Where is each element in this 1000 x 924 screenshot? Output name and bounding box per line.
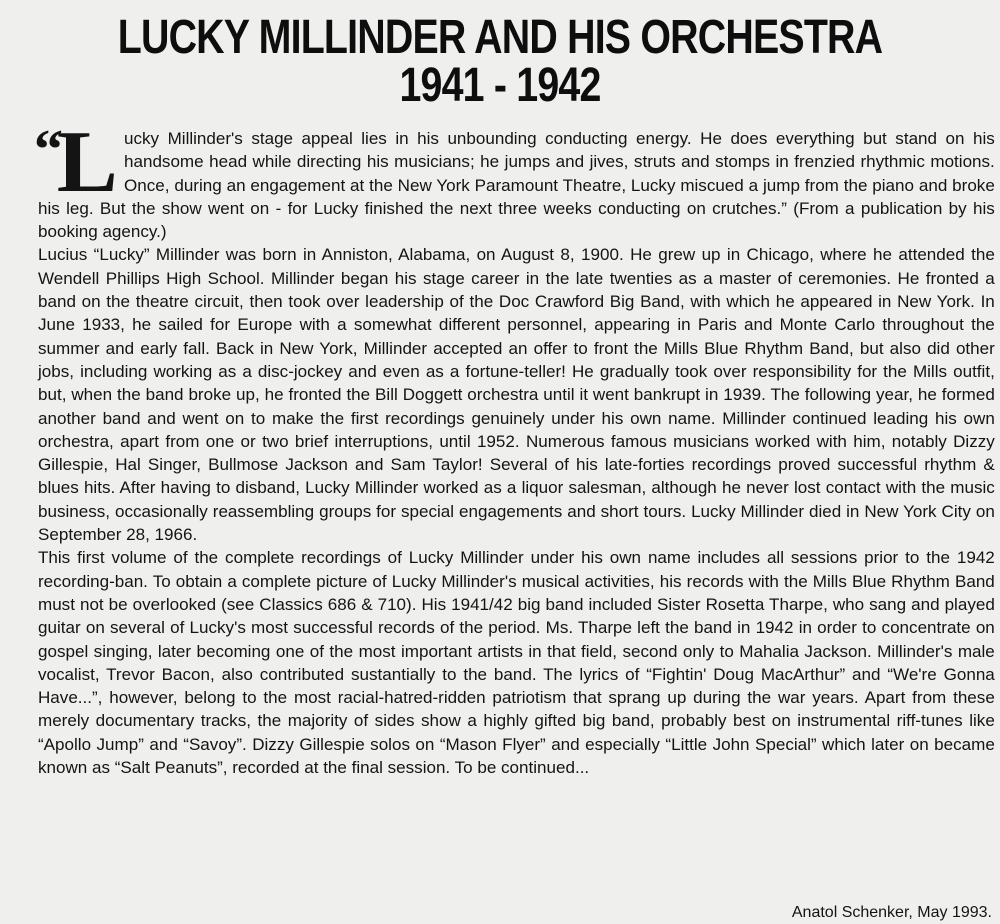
page-subtitle-years: 1941 - 1942 <box>399 59 601 112</box>
author-signature: Anatol Schenker, May 1993. <box>791 904 992 921</box>
intro-quote-text: ucky Millinder's stage appeal lies in his unbounding conducting energy. He does everything but stand on his handsome head while directing his musicians; he jumps and jives, struts and stomps in frenzied rhythmic motions. Once, during an engagement at the New York Paramount Theatre, Lucky miscued a jump from the piano and broke his leg. But the show went on - for Lucky finished the next three weeks conducting on crutches.” (From a publication by his booking agency.) <box>38 130 995 242</box>
drop-cap-letter: L <box>56 114 118 211</box>
page-title: LUCKY MILLINDER AND HIS ORCHESTRA <box>117 11 883 64</box>
recordings-paragraph: This first volume of the complete recordings of Lucky Millinder under his own name includes all sessions prior to the 1942 recording-ban. To obtain a complete picture of Lucky Millinder's musical activities, his records with the Mills Blue Rhythm Band must not be overlooked (see Classics 686 & 710). His 1941/42 big band included Sister Rosetta Tharpe, who sang and played guitar on several of Lucky's most successful records of the period. Ms. Tharpe left the band in 1942 in order to concentrate on gospel singing, later becoming one of the most important artists in that field, second only to Mahalia Jackson. Millinder's male vocalist, Trevor Bacon, also contributed sustantially to the band. The lyrics of “Fightin' Doug MacArthur” and “We're Gonna Have...”, however, belong to the most racial-hatred-ridden patriotism that sprang up during the war years. Apart from these merely documentary tracks, the majority of sides show a highly gifted big band, probably best on instrumental riff-tunes like “Apollo Jump” and “Savoy”. Dizzy Gillespie solos on “Mason Flyer” and especially “Little John Special” which later on became known as “Salt Peanuts”, recorded at the final session. To be continued... <box>38 549 995 778</box>
intro-quote-paragraph <box>33 114 995 244</box>
liner-notes-body <box>33 114 995 780</box>
biography-paragraph: Lucius “Lucky” Millinder was born in Anniston, Alabama, on August 8, 1900. He grew up in Chicago, where he attended the Wendell Phillips High School. Millinder began his stage career in the late twenties as a master of ceremonies. He fronted a band on the theatre circuit, then took over leadership of the Doc Crawford Big Band, with which he appeared in New York. In June 1933, he sailed for Europe with a somewhat different personnel, appearing in Paris and Monte Carlo throughout the summer and early fall. Back in New York, Millinder accepted an offer to front the Mills Blue Rhythm Band, but also did other jobs, including working as a disc-jockey and even as a fortune-teller! He gradually took over responsibility for the Mills outfit, but, when the band broke up, he fronted the Bill Doggett orchestra until it went bankrupt in 1939. The following year, he formed another band and went on to make the first recordings genuinely under his own name. Millinder continued leading his own orchestra, apart from one or two brief interruptions, until 1952. Numerous famous musicians worked with him, notably Dizzy Gillespie, Hal Singer, Bullmose Jackson and Sam Taylor! Several of his late-forties recordings proved successful rhythm & blues hits. After having to disband, Lucky Millinder worked as a liquor salesman, although he never lost contact with the music business, occasionally reassembling groups for special engagements and short tours. Lucky Millinder died in New York City on September 28, 1966. <box>38 246 995 545</box>
opening-quote-mark: “ <box>33 119 55 181</box>
